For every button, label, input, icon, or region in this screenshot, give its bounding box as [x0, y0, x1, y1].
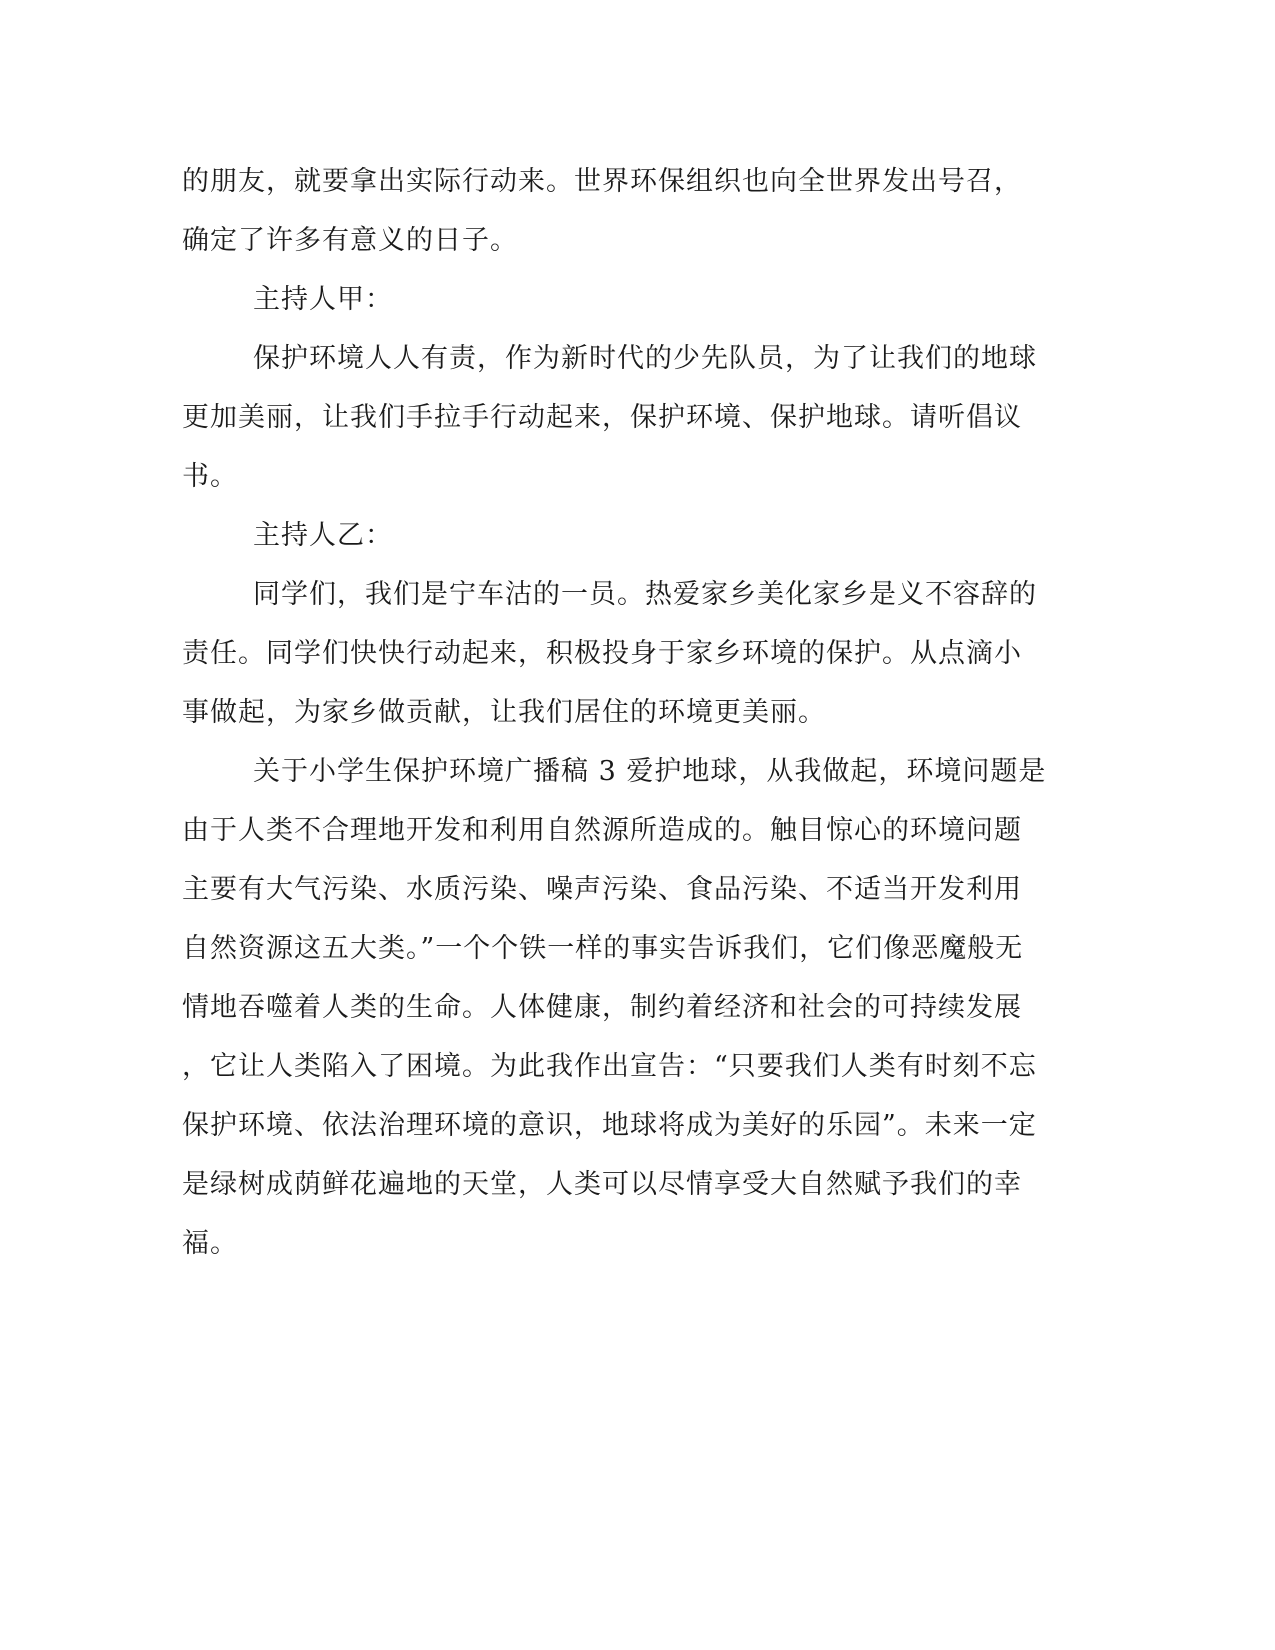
- text-line: 自然资源这五大类。”一个个铁一样的事实告诉我们，它们像恶魔般无: [182, 933, 1024, 964]
- text-line: 同学们，我们是宁车沽的一员。热爱家乡美化家乡是义不容辞的: [253, 579, 1037, 610]
- text-line: 书。: [182, 461, 238, 492]
- text-line: 情地吞噬着人类的生命。人体健康，制约着经济和社会的可持续发展: [182, 992, 1022, 1023]
- text-line: 是绿树成荫鲜花遍地的天堂，人类可以尽情享受大自然赋予我们的幸: [182, 1169, 1022, 1200]
- text-line: 由于人类不合理地开发和利用自然源所造成的。触目惊心的环境问题: [182, 815, 1022, 846]
- text-line: 的朋友，就要拿出实际行动来。世界环保组织也向全世界发出号召，: [182, 166, 1022, 197]
- speaker-label: 主持人甲：: [253, 284, 393, 315]
- text-line: 更加美丽，让我们手拉手行动起来，保护环境、保护地球。请听倡议: [182, 402, 1022, 433]
- text-line: 主要有大气污染、水质污染、噪声污染、食品污染、不适当开发利用: [182, 874, 1022, 905]
- speaker-label: 主持人乙：: [253, 520, 393, 551]
- text-line: 福。: [182, 1228, 238, 1259]
- text-line: 关于小学生保护环境广播稿 3 爱护地球，从我做起，环境问题是: [253, 756, 1047, 787]
- text-line: 确定了许多有意义的日子。: [182, 225, 518, 256]
- text-line: 责任。同学们快快行动起来，积极投身于家乡环境的保护。从点滴小: [182, 638, 1022, 669]
- text-line: 事做起，为家乡做贡献，让我们居住的环境更美丽。: [182, 697, 826, 728]
- text-line: ，它让人类陷入了困境。为此我作出宣告：“只要我们人类有时刻不忘: [182, 1051, 1037, 1082]
- text-line: 保护环境、依法治理环境的意识，地球将成为美好的乐园”。未来一定: [182, 1110, 1037, 1141]
- text-line: 保护环境人人有责，作为新时代的少先队员，为了让我们的地球: [253, 343, 1037, 374]
